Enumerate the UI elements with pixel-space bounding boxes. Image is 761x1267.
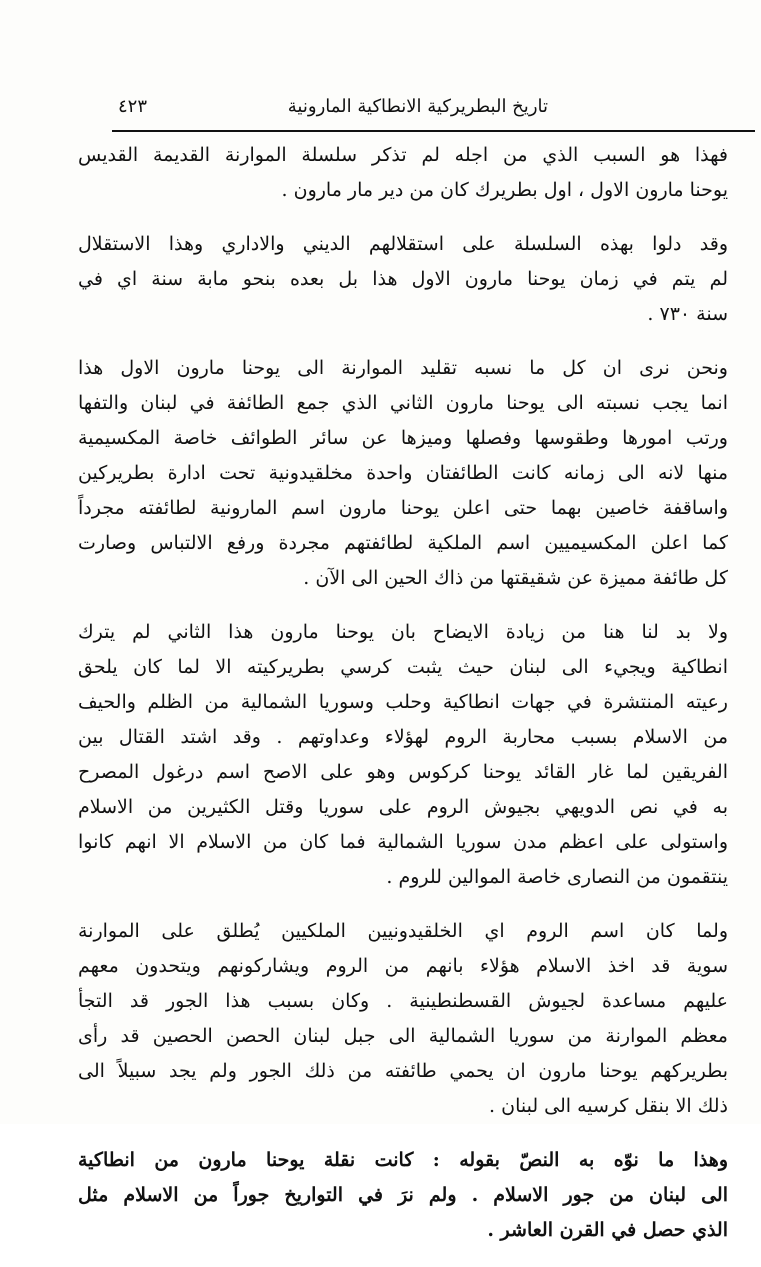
header-rule [112, 130, 755, 132]
text-line: واساقفة خاصين بهما حتى اعلن يوحنا مارون اسم المارونية لطائفته مجرداً [78, 497, 728, 519]
text-line: به في نص الدويهي بجيوش الروم على سوريا وقتل الكثيرين من الاسلام [78, 796, 728, 818]
text-line: ولما كان اسم الروم اي الخلقيدونيين الملكيين يُطلق على الموارنة [78, 920, 728, 942]
paragraph-4 [78, 615, 728, 895]
text-line: بطريركهم يوحنا مارون ان يحمي طائفته من ذلك الجور ولم يجد سبيلاً الى [78, 1060, 728, 1082]
text-line: انطاكية ويجيء الى لبنان حيث يثبت كرسي بطريركيته الا لما كان يلحق [78, 656, 728, 678]
text-line: رعيته المنتشرة في جهات انطاكية وحلب وسوريا الشمالية من الظلم والحيف [78, 691, 728, 713]
paragraph-1 [78, 138, 728, 208]
paragraph-6-quote [78, 1143, 728, 1248]
text-line: ينتقمون من النصارى خاصة الموالين للروم . [386, 866, 728, 888]
body-text [78, 138, 728, 1267]
text-line: يوحنا مارون الاول ، اول بطريرك كان من دير مار مارون . [281, 179, 728, 201]
page-header [118, 86, 758, 126]
paragraph-3 [78, 351, 728, 596]
text-line: ورتب امورها وطقوسها وفصلها وميزها عن سائر الطوائف خاصة المكسيمية [78, 427, 728, 449]
text-line: من الاسلام بسبب محاربة الروم لهؤلاء وعداوتهم . وقد اشتد القتال بين [78, 726, 728, 748]
text-line: وقد دلوا بهذه السلسلة على استقلالهم الديني والاداري وهذا الاستقلال [78, 233, 728, 255]
paragraph-2 [78, 227, 728, 332]
text-line: لم يتم في زمان يوحنا مارون الاول هذا بل بعده بنحو مابة سنة اي في [78, 268, 728, 290]
text-line: ونحن نرى ان كل ما نسبه تقليد الموارنة الى يوحنا مارون الاول هذا [78, 357, 728, 379]
text-line: سنة ٧٣٠ . [647, 303, 728, 325]
text-line: واستولى على اعظم مدن سوريا الشمالية فما كان من الاسلام الا انهم كانوا [78, 831, 728, 853]
text-line: الى لبنان من جور الاسلام . ولم نرَ في التواريخ جوراً من الاسلام مثل [78, 1184, 728, 1206]
text-line: سوية قد اخذ الاسلام هؤلاء بانهم من الروم ويشاركونهم ويتحدون معهم [78, 955, 728, 977]
text-line: فهذا هو السبب الذي من اجله لم تذكر سلسلة الموارنة القديمة القديس [78, 144, 728, 166]
text-line: كما اعلن المكسيميين اسم الملكية لطائفتهم مجردة ورفع الالتباس وصارت [78, 532, 728, 554]
text-line: كل طائفة مميزة عن شقيقتها من ذاك الحين الى الآن . [303, 567, 728, 589]
running-title: تاريخ البطريركية الانطاكية المارونية [287, 96, 548, 117]
text-line: الفريقين لما غار القائد يوحنا كركوس وهو على الاصح اسم درغول المصرح [78, 761, 728, 783]
text-line: انما يجب نسبته الى يوحنا مارون الثاني الذي جمع الطائفة في لبنان والتفها [78, 392, 728, 414]
paragraph-5 [78, 914, 728, 1124]
text-line: عليهم مساعدة لجيوش القسطنطينية . وكان بسبب هذا الجور قد التجأ [78, 990, 728, 1012]
text-line: وهذا ما نوّه به النصّ بقوله : كانت نقلة يوحنا مارون من انطاكية [78, 1149, 728, 1171]
text-line: ذلك الا بنقل كرسيه الى لبنان . [489, 1095, 728, 1117]
text-line: منها لانه الى زمانه كانت الطائفتان واحدة مخلقيدونية تحت ادارة بطريركين [78, 462, 728, 484]
text-line: ولا بد لنا هنا من زيادة الايضاح بان يوحنا مارون هذا الثاني لم يترك [78, 621, 728, 643]
text-line: الذي حصل في القرن العاشر . [487, 1219, 728, 1241]
page-number: ٤٢٣ [118, 96, 148, 117]
text-line: معظم الموارنة من سوريا الشمالية الى جبل لبنان الحصن الحصين قد رأى [78, 1025, 728, 1047]
